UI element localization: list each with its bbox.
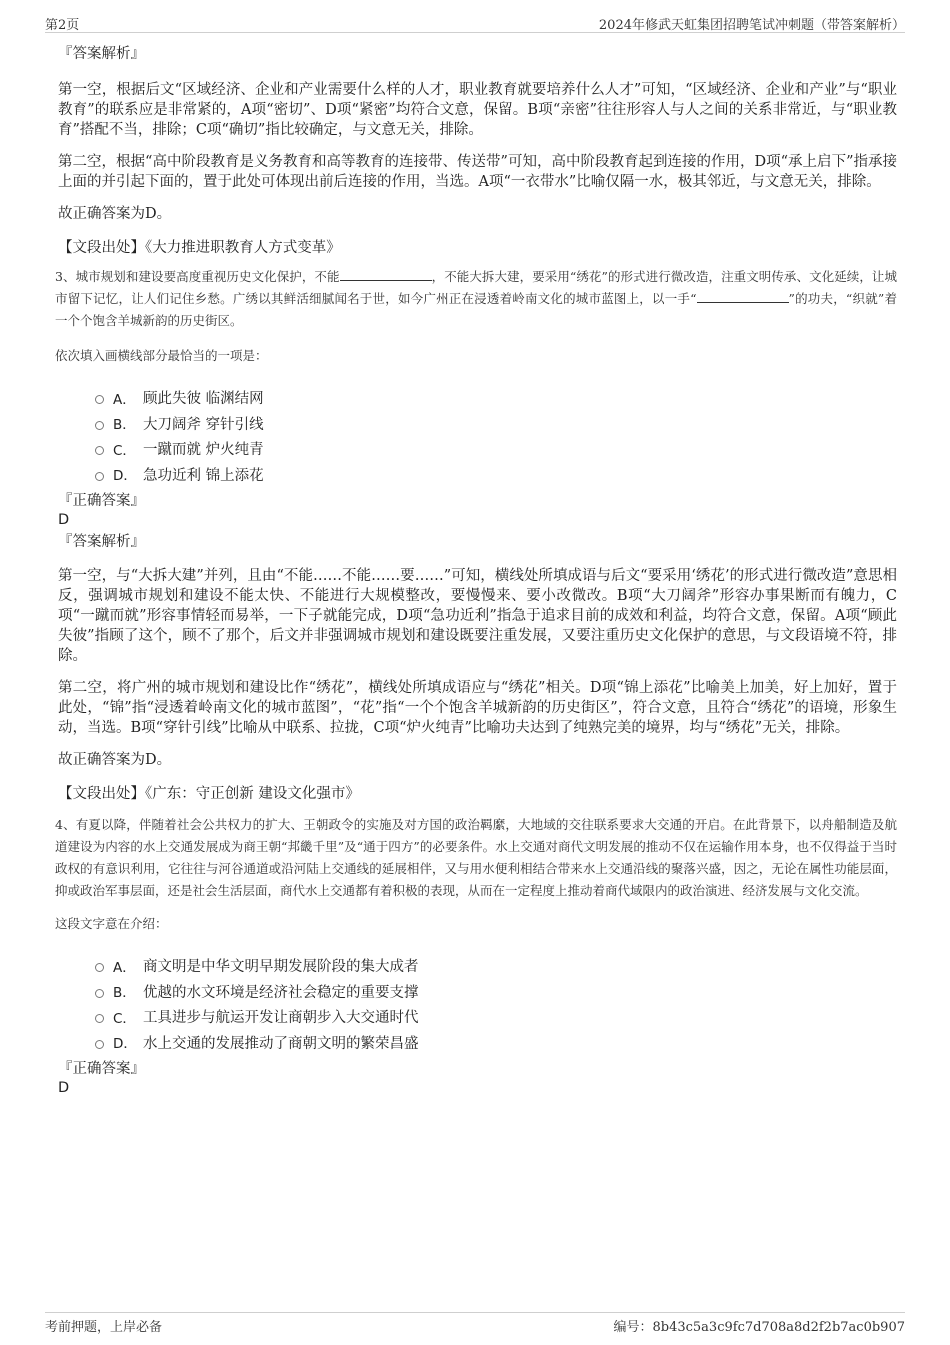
analysis-paragraph-2: 第二空，将广州的城市规划和建设比作“绣花”，横线处所填成语应与“绣花”相关。D项“锦上添花”比喻美上加美，好上加好，置于此处，“锦”指“浸透着岭南文化的城市蓝图”，“花”指“一个个饱含羊城新韵的历史街区”，符合文意，且符合“绣花”的语境，形象生动，当选。B项“穿针引线”比喻从中联系、拉拢，C项“炉火纯青”比喻功夫达到了纯熟完美的境界，均与“绣花”无关，排除。 [58,680,897,736]
radio-icon[interactable] [95,1014,104,1023]
question-3-options [55,385,897,487]
analysis-conclusion: 故正确答案为D。 [58,752,172,768]
analysis-paragraph-2: 第二空，根据“高中阶段教育是义务教育和高等教育的连接带、传送带”可知，高中阶段教育起到连接的作用，D项“承上启下”指承接上面的并引起下面的，置于此处可体现出前后连接的作用，当选。A项“一衣带水”比喻仅隔一水，极其邻近，与文意无关，排除。 [58,154,897,190]
radio-icon[interactable] [95,989,104,998]
analysis-label: 『答案解析』 [58,534,145,550]
option-b[interactable]: B． 大刀阔斧 穿针引线 [55,411,897,437]
radio-icon[interactable] [95,446,104,455]
analysis-conclusion: 故正确答案为D。 [58,206,172,222]
footer-slogan: 考前押题，上岸必备 [45,1320,163,1335]
radio-icon[interactable] [95,1040,104,1049]
option-c[interactable]: C． 工具进步与航运开发让商朝步入大交通时代 [55,1004,897,1030]
analysis-paragraph-1: 第一空，与“大拆大建”并列，且由“不能……不能……要……”可知，横线处所填成语与后文“要采用‘绣花’的形式进行微改造”意思相反，强调城市规划和建设不能太快、不能进行大规模整改，要慢慢来、要小改微改。B项“大刀阔斧”形容办事果断而有魄力，C项“一蹴而就”形容事情轻而易举，一下子就能完成，D项“急功近利”指急于追求目前的成效和利益，均符合文意，保留。A项“顾此失彼”指顾了这个，顾不了那个，后文并非强调城市规划和建设既要注重发展，又要注重历史文化保护的意思，与文段语境不符，排除。 [58,568,897,664]
option-c[interactable]: C． 一蹴而就 炉火纯青 [55,436,897,462]
question-3-text: 3、城市规划和建设要高度重视历史文化保护，不能 ，不能大拆大建，要采用“绣花”的形式进行微改造，注重文明传承、文化延续，让城市留下记忆，让人们记住乡愁。广绣以其鲜活细腻闻名于世，如今广州正在浸透着岭南文化的城市蓝图上，以一手“ ”的功夫，“织就”着一个个饱含羊城新韵的历史街区。 [55,269,897,328]
question-3-prompt: 依次填入画横线部分最恰当的一项是： [55,348,268,363]
question-4-prompt: 这段文字意在介绍： [55,916,168,931]
correct-answer: D [58,1080,70,1096]
question-4-options [55,953,897,1055]
option-a[interactable]: A． 商文明是中华文明早期发展阶段的集大成者 [55,953,897,979]
option-a[interactable]: A． 顾此失彼 临渊结网 [55,385,897,411]
source-citation: 【文段出处】《广东：守正创新 建设文化强市》 [58,786,360,802]
document-id: 编号：8b43c5a3c9fc7d708a8d2f2b7ac0b907 [613,1320,905,1335]
page-number: 第2页 [45,18,80,33]
correct-answer-label: 『正确答案』 [58,493,145,509]
option-d[interactable]: D． 水上交通的发展推动了商朝文明的繁荣昌盛 [55,1030,897,1056]
page-footer [45,1312,905,1335]
option-b[interactable]: B． 优越的水文环境是经济社会稳定的重要支撑 [55,979,897,1005]
document-title: 2024年修武天虹集团招聘笔试冲刺题（带答案解析） [598,18,905,33]
fill-blank-2 [697,290,789,303]
analysis-paragraph-1: 第一空，根据后文“区域经济、企业和产业需要什么样的人才，职业教育就要培养什么人才”可知，“区域经济、企业和产业”与“职业教育”的联系应是非常紧的，A项“密切”、D项“紧密”均符合文意，保留。B项“亲密”往往形容人与人之间的关系非常近，与“职业教育”搭配不当，排除；C项“确切”指比较确定，与文意无关，排除。 [58,82,897,138]
analysis-label: 『答案解析』 [58,46,145,62]
correct-answer-label: 『正确答案』 [58,1061,145,1077]
correct-answer: D [58,512,70,528]
fill-blank-1 [340,268,432,281]
radio-icon[interactable] [95,963,104,972]
radio-icon[interactable] [95,395,104,404]
page-content [55,44,897,1098]
option-d[interactable]: D． 急功近利 锦上添花 [55,462,897,488]
radio-icon[interactable] [95,421,104,430]
source-citation: 【文段出处】《大力推进职教育人方式变革》 [58,240,341,256]
radio-icon[interactable] [95,472,104,481]
page-header [45,12,905,33]
question-4-text: 4、有夏以降，伴随着社会公共权力的扩大、王朝政令的实施及对方国的政治羁縻，大地域的交往联系要求大交通的开启。在此背景下，以舟船制造及航道建设为内容的水上交通发展成为商王朝“邦畿千里”及“通于四方”的必要条件。水上交通对商代文明发展的推动不仅在运输作用本身，也不仅得益于当时政权的有意识利用，它往往与河谷通道或沿河陆上交通线的延展相伴，又与用水便利相结合带来水上交通沿线的聚落兴盛，因之，无论在属性功能层面，抑或政治军事层面，还是社会生活层面，商代水上交通都有着积极的表现，从而在一定程度上推动着商代域限内的政治演进、经济发展与文化交流。 [55,817,897,898]
